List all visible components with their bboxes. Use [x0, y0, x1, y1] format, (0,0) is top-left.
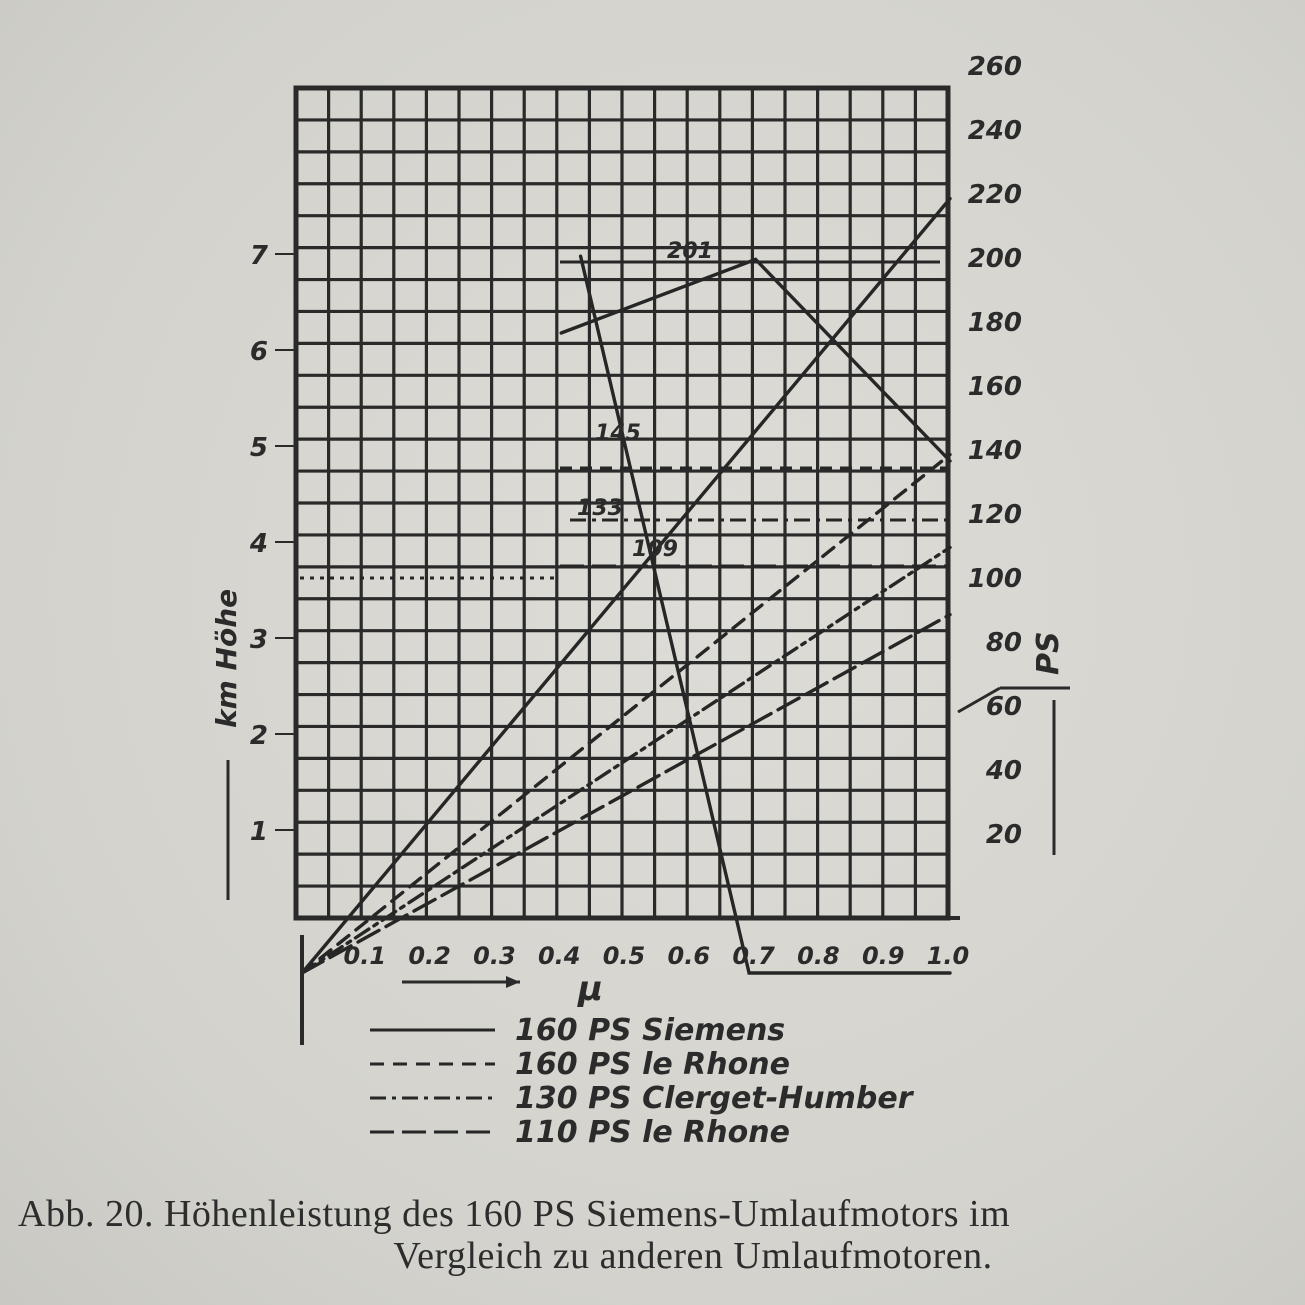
legend-label: 160 PS le Rhone [515, 1047, 790, 1082]
y-right-tick-label: 240 [967, 116, 1022, 146]
x-tick-label: 0.9 [861, 942, 905, 970]
legend-label: 160 PS Siemens [515, 1013, 786, 1048]
y-right-tick-label: 160 [967, 372, 1022, 402]
y-left-axis-label: km Höhe [210, 588, 243, 728]
y-right-tick-label: 80 [985, 628, 1022, 658]
y-left-tick-label: 5 [249, 433, 268, 463]
x-tick-label: 0.7 [732, 942, 775, 970]
legend-label: 110 PS le Rhone [515, 1115, 790, 1150]
y-right-tick-label: 20 [985, 820, 1022, 850]
x-tick-label: 0.6 [667, 942, 711, 970]
y-left-tick-label: 2 [249, 721, 268, 751]
y-right-axis-label: PS [1031, 631, 1066, 675]
y-right-tick-label: 180 [967, 308, 1022, 338]
x-tick-label: 1.0 [926, 942, 970, 970]
figure-caption-line1: Abb. 20. Höhenleistung des 160 PS Siemens-Umlaufmotors im [18, 1193, 1011, 1235]
series-annotation: 201 [667, 239, 713, 264]
y-right-tick-label: 40 [985, 756, 1022, 786]
chart-series [300, 199, 950, 973]
series-annotation: 109 [632, 537, 678, 562]
y-right-tick-label: 100 [967, 564, 1022, 594]
legend-label: 130 PS Clerget-Humber [515, 1081, 913, 1116]
y-right-tick-label: 120 [967, 500, 1022, 530]
figure-caption-line2: Vergleich zu anderen Umlaufmotoren. [393, 1235, 993, 1277]
series-annotation: 145 [595, 421, 641, 446]
x-axis-arrowhead [506, 976, 520, 988]
y-left-tick-label: 6 [249, 337, 268, 367]
y-left-tick-label: 7 [249, 241, 268, 271]
x-tick-label: 0.3 [473, 942, 516, 970]
x-tick-label: 0.5 [602, 942, 646, 970]
y-right-tick-label: 260 [967, 52, 1022, 82]
y-left-tick-label: 3 [249, 625, 268, 655]
series-annotation: 133 [577, 496, 623, 521]
series-line-2 [581, 256, 950, 973]
y-right-tick-label: 60 [985, 692, 1022, 722]
chart-legend [370, 1013, 915, 1150]
y-right-tick-label: 220 [967, 180, 1022, 210]
y-left-tick-label: 4 [249, 529, 268, 559]
x-tick-label: 0.2 [408, 942, 451, 970]
series-line-1 [302, 199, 950, 973]
x-tick-label: 0.4 [537, 942, 581, 970]
x-tick-label: 0.1 [343, 942, 387, 970]
y-right-tick-label: 140 [967, 436, 1022, 466]
x-axis-label: μ [578, 969, 604, 1009]
series-line-5 [302, 547, 950, 973]
x-tick-label: 0.8 [797, 942, 840, 970]
y-right-tick-label: 200 [967, 244, 1022, 274]
series-line-4 [302, 455, 950, 973]
y-left-tick-label: 1 [249, 817, 268, 847]
